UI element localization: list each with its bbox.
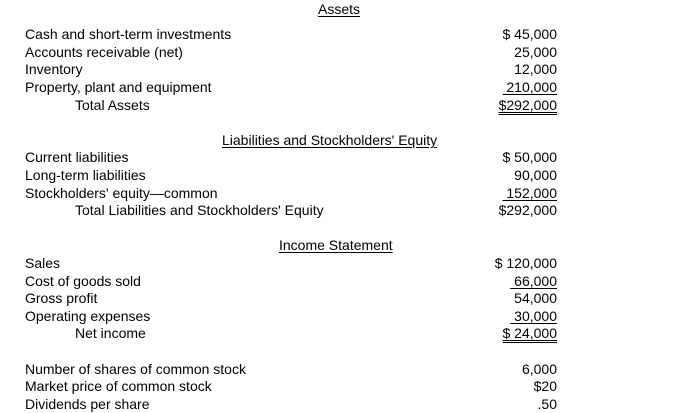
- accounts-receivable-amount: 25,000: [514, 44, 557, 60]
- net-income-amount: $ 24,000: [502, 325, 557, 341]
- current-liabilities-label: Current liabilities: [25, 149, 129, 165]
- current-liabilities-amount: $ 50,000: [502, 149, 557, 165]
- market-price-label: Market price of common stock: [25, 378, 212, 394]
- sales-amount: $ 120,000: [494, 255, 557, 271]
- total-liabilities-equity-amount: $292,000: [498, 202, 557, 218]
- assets-heading: Assets: [318, 1, 361, 17]
- long-term-liabilities-label: Long-term liabilities: [25, 167, 146, 183]
- income-statement-heading: Income Statement: [279, 237, 393, 253]
- cash-label: Cash and short-term investments: [25, 26, 232, 42]
- stockholders-equity-amount: 152,000: [502, 185, 557, 201]
- inventory-label: Inventory: [25, 61, 83, 77]
- liabilities-heading: Liabilities and Stockholders' Equity: [222, 132, 438, 148]
- sales-label: Sales: [25, 255, 61, 271]
- cash-amount: $ 45,000: [502, 26, 557, 42]
- long-term-liabilities-amount: 90,000: [514, 167, 557, 183]
- ppe-amount: 210,000: [502, 79, 557, 95]
- accounts-receivable-label: Accounts receivable (net): [25, 44, 183, 60]
- cogs-amount: 66,000: [510, 273, 557, 289]
- market-price-amount: $20: [533, 378, 557, 394]
- gross-profit-amount: 54,000: [514, 290, 557, 306]
- total-assets-label: Total Assets: [75, 97, 150, 113]
- gross-profit-label: Gross profit: [25, 290, 98, 306]
- inventory-amount: 12,000: [514, 61, 557, 77]
- stockholders-equity-label: Stockholders' equity—common: [25, 185, 218, 201]
- operating-expenses-amount: 30,000: [510, 308, 557, 324]
- operating-expenses-label: Operating expenses: [25, 308, 151, 324]
- dividends-amount: .50: [537, 396, 557, 412]
- cogs-label: Cost of goods sold: [25, 273, 141, 289]
- shares-amount: 6,000: [521, 361, 557, 377]
- total-liabilities-equity-label: Total Liabilities and Stockholders' Equity: [75, 202, 324, 218]
- net-income-label: Net income: [75, 325, 146, 341]
- ppe-label: Property, plant and equipment: [25, 79, 212, 95]
- total-assets-amount: $292,000: [498, 97, 557, 113]
- dividends-label: Dividends per share: [25, 396, 150, 412]
- shares-label: Number of shares of common stock: [25, 361, 246, 377]
